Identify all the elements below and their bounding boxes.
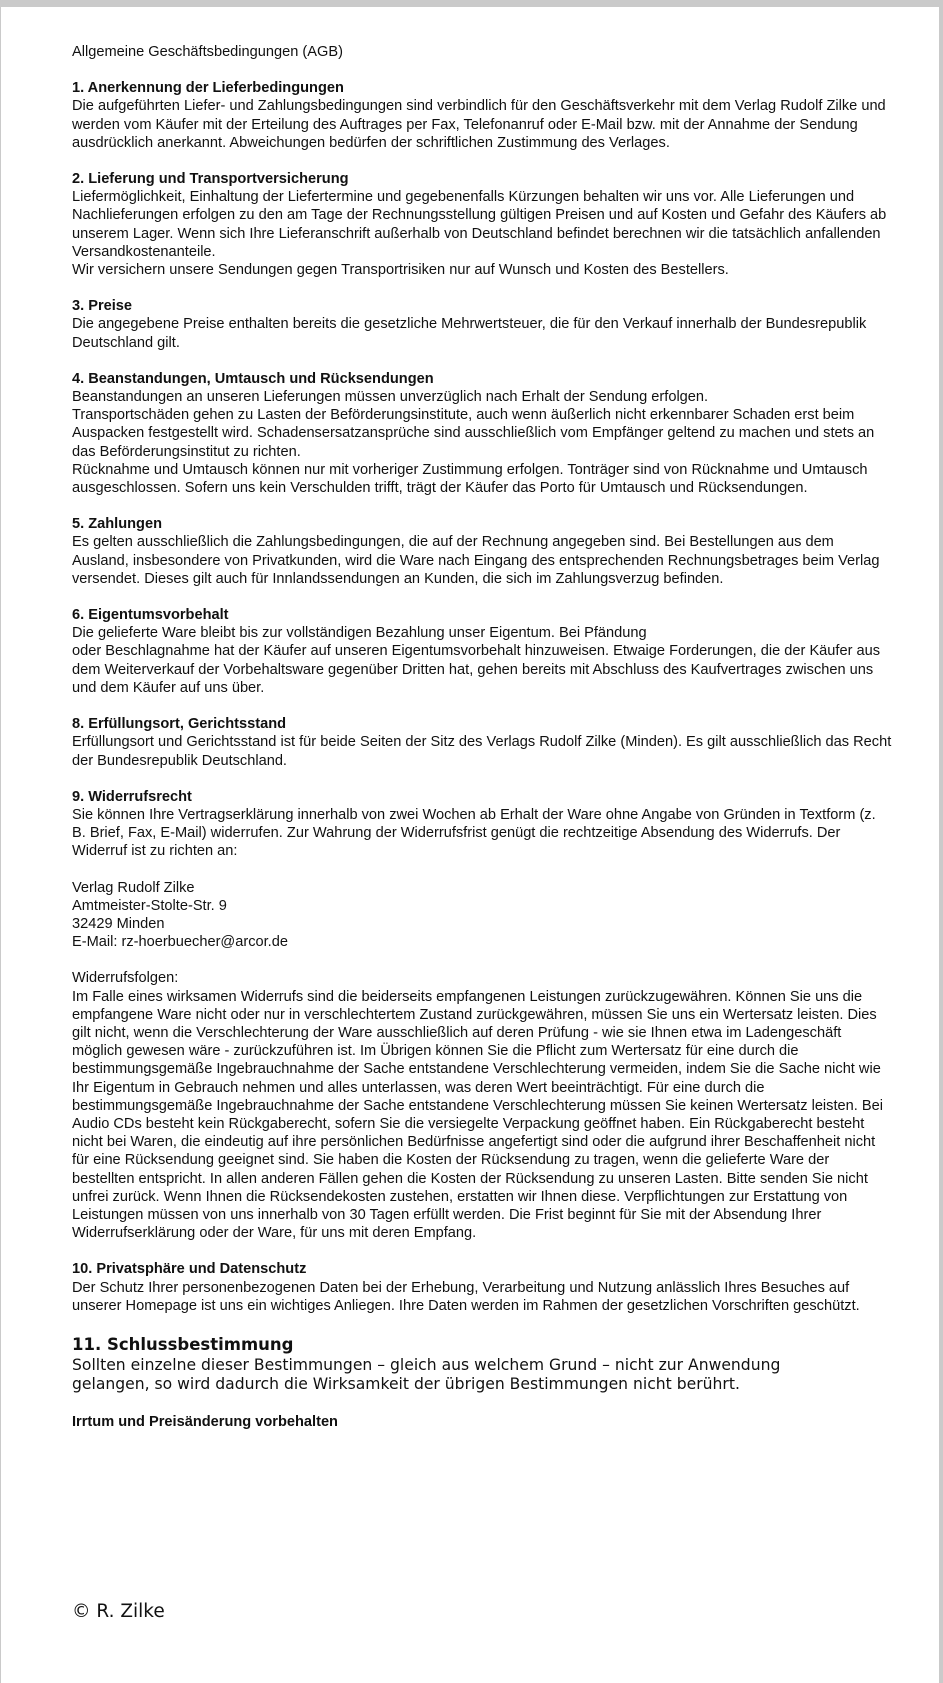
- section-text: Sie können Ihre Vertragserklärung innerhalb von zwei Wochen ab Erhalt der Ware ohne Angabe von Gründen in Textform (z. B. Brief, Fax, E-Mail) widerrufen. Zur Wahrung der Widerrufsfrist genügt die rechtzeitige Absendung des Widerrufs. Der Widerruf ist zu richten an:: [72, 806, 876, 860]
- section-widerrufsrecht: [72, 788, 892, 1243]
- consequences-label: Widerrufsfolgen:: [72, 970, 179, 987]
- address-city: 32429 Minden: [72, 915, 165, 932]
- section-anerkennung: [72, 79, 892, 152]
- section-lieferung: [72, 170, 892, 279]
- copyright-notice: © R. Zilke: [72, 1601, 165, 1622]
- section-text: Sollten einzelne dieser Bestimmungen – gleich aus welchem Grund – nicht zur Anwendung gelangen, so wird dadurch die Wirksamkeit der übrigen Bestimmungen nicht berührt.: [72, 1355, 781, 1394]
- section-text: Der Schutz Ihrer personenbezogenen Daten bei der Erhebung, Verarbeitung und Nutzung anlässlich Ihres Besuches auf unserer Homepage ist uns ein wichtiges Anliegen. Ihre Daten werden im Rahmen der gesetzlichen Vorschriften geschützt.: [72, 1279, 860, 1314]
- section-text: Die angegebene Preise enthalten bereits die gesetzliche Mehrwertsteuer, die für den Verkauf innerhalb der Bundesrepublik Deutschland gilt.: [72, 316, 867, 351]
- address-email: E-Mail: rz-hoerbuecher@arcor.de: [72, 934, 288, 951]
- document-title: Allgemeine Geschäftsbedingungen (AGB): [72, 44, 343, 60]
- section-text: Erfüllungsort und Gerichtsstand ist für beide Seiten der Sitz des Verlags Rudolf Zilke (Minden). Es gilt ausschließlich das Recht der Bundesrepublik Deutschland.: [72, 734, 892, 769]
- section-text: Die gelieferte Ware bleibt bis zur vollständigen Bezahlung unser Eigentum. Bei Pfändung: [72, 625, 647, 642]
- section-text: Rücknahme und Umtausch können nur mit vorheriger Zustimmung erfolgen. Tonträger sind von Rücknahme und Umtausch ausgeschlossen. Sofern uns kein Verschulden trifft, trägt der Käufer das Porto für Umtausch und Rücksendungen.: [72, 461, 868, 497]
- section-heading: 1. Anerkennung der Lieferbedingungen: [72, 80, 344, 97]
- address-name: Verlag Rudolf Zilke: [72, 879, 195, 896]
- section-heading: 6. Eigentumsvorbehalt: [72, 607, 229, 624]
- section-text: Transportschäden gehen zu Lasten der Beförderungsinstitute, auch wenn äußerlich nicht erkennbarer Schaden erst beim Auspacken festgestellt wird. Schadensersatzansprüche sind ausschließlich vom Empfänger geltend zu machen und stets an das Beförderungsinstitut zu richten.: [72, 407, 875, 460]
- section-erfuellungsort: [72, 715, 892, 770]
- section-text: Es gelten ausschließlich die Zahlungsbedingungen, die auf der Rechnung angegeben sind. Bei Bestellungen aus dem Ausland, insbesondere von Privatkunden, wird die Ware nach Eingang des entsprechenden Rechnungsbetrages beim Verlag versendet. Dieses gilt auch für Innlandssendungen an Kunden, die sich im Zahlungsverzug befinden.: [72, 534, 880, 587]
- section-datenschutz: [72, 1260, 892, 1315]
- document-page: [1, 7, 939, 1683]
- section-heading: 5. Zahlungen: [72, 516, 162, 533]
- document-content: [72, 43, 892, 1431]
- withdrawal-address: [72, 879, 892, 952]
- section-heading: 9. Widerrufsrecht: [72, 788, 192, 805]
- section-text: oder Beschlagnahme hat der Käufer auf unseren Eigentumsvorbehalt hinzuweisen. Etwaige Forderungen, die der Käufer aus dem Weiterverkauf der Vorbehaltsware gegenüber Dritten hat, gehen bereits mit Abschluss des Kaufvertrages zwischen uns und dem Käufer auf uns über.: [72, 643, 881, 696]
- section-text: Die aufgeführten Liefer- und Zahlungsbedingungen sind verbindlich für den Geschäftsverkehr mit dem Verlag Rudolf Zilke und werden vom Käufer mit der Erteilung des Auftrages per Fax, Telefonanruf oder E-Mail bzw. mit der Annahme der Sendung ausdrücklich anerkannt. Abweichungen bedürfen der schriftlichen Zustimmung des Verlages.: [72, 98, 886, 151]
- section-heading: 3. Preise: [72, 298, 133, 315]
- section-preise: [72, 297, 892, 352]
- section-heading: 2. Lieferung und Transportversicherung: [72, 171, 349, 188]
- consequences-text: Im Falle eines wirksamen Widerrufs sind die beiderseits empfangenen Leistungen zurückzugewähren. Können Sie uns die empfangene Ware nicht oder nur in verschlechtertem Zustand zurückgewähren, müssen Sie uns ein Wertersatz leisten. Dies gilt nicht, wenn die Verschlechterung der Ware ausschließlich auf deren Prüfung - wie sie Ihnen etwa im Ladengeschäft möglich gewesen wäre - zurückzuführen ist. Im Übrigen können Sie die Pflicht zum Wertersatz für eine durch die bestimmungsgemäße Ingebrauchnahme der Sache entstandene Verschlechterung vermeiden, indem Sie die Sache nicht wie Ihr Eigentum in Gebrauch nehmen und alles unterlassen, was deren Wert beeinträchtigt. Für eine durch die bestimmungsgemäße Ingebrauchnahme der Sache entstandene Verschlechterung müssen Sie keinen Wertersatz leisten. Bei Audio CDs besteht kein Rückgaberecht, sofern Sie die versiegelte Verpackung geöffnet haben. Ein Rückgaberecht besteht nicht bei Waren, die eindeutig auf ihre persönlichen Bedürfnisse angefertigt sind oder die aufgrund ihrer Beschaffenheit nicht für eine Rücksendung geeignet sind. Sie haben die Kosten der Rücksendung zu tragen, wenn die gelieferte Ware der bestellten entspricht. In allen anderen Fällen gehen die Kosten der Rücksendung zu unseren Lasten. Bitte senden Sie nicht unfrei zurück. Wenn Ihnen die Rücksendekosten zustehen, erstatten wir Ihnen diese. Verpflichtungen zur Erstattung von Leistungen müssen von uns innerhalb von 30 Tagen erfüllt werden. Die Frist beginnt für Sie mit der Absendung Ihrer Widerrufserklärung oder der Ware, für uns mit deren Empfang.: [72, 988, 883, 1242]
- address-street: Amtmeister-Stolte-Str. 9: [72, 897, 227, 914]
- notice-text: Irrtum und Preisänderung vorbehalten: [72, 1413, 338, 1430]
- section-zahlungen: [72, 515, 892, 588]
- section-text: Liefermöglichkeit, Einhaltung der Liefertermine und gegebenenfalls Kürzungen behalten wir uns vor. Alle Lieferungen und Nachlieferungen erfolgen zu den am Tage der Rechnungsstellung gültigen Preisen und auf Kosten und Gefahr des Käufers ab unserem Lager. Wenn sich Ihre Lieferanschrift außerhalb von Deutschland befindet berechnen wir die tatsächlich anfallenden Versandkostenanteile.: [72, 189, 887, 260]
- section-eigentumsvorbehalt: [72, 606, 892, 697]
- section-heading: 11. Schlussbestimmung: [72, 1334, 294, 1354]
- section-heading: 8. Erfüllungsort, Gerichtsstand: [72, 716, 287, 733]
- section-text: Wir versichern unsere Sendungen gegen Transportrisiken nur auf Wunsch und Kosten des Bestellers.: [72, 262, 729, 279]
- section-heading: 10. Privatsphäre und Datenschutz: [72, 1261, 307, 1278]
- section-beanstandungen: [72, 370, 892, 497]
- section-heading: 4. Beanstandungen, Umtausch und Rücksendungen: [72, 370, 434, 387]
- section-text: Beanstandungen an unseren Lieferungen müssen unverzüglich nach Erhalt der Sendung erfolgen.: [72, 389, 709, 406]
- section-schlussbestimmung: [72, 1333, 892, 1395]
